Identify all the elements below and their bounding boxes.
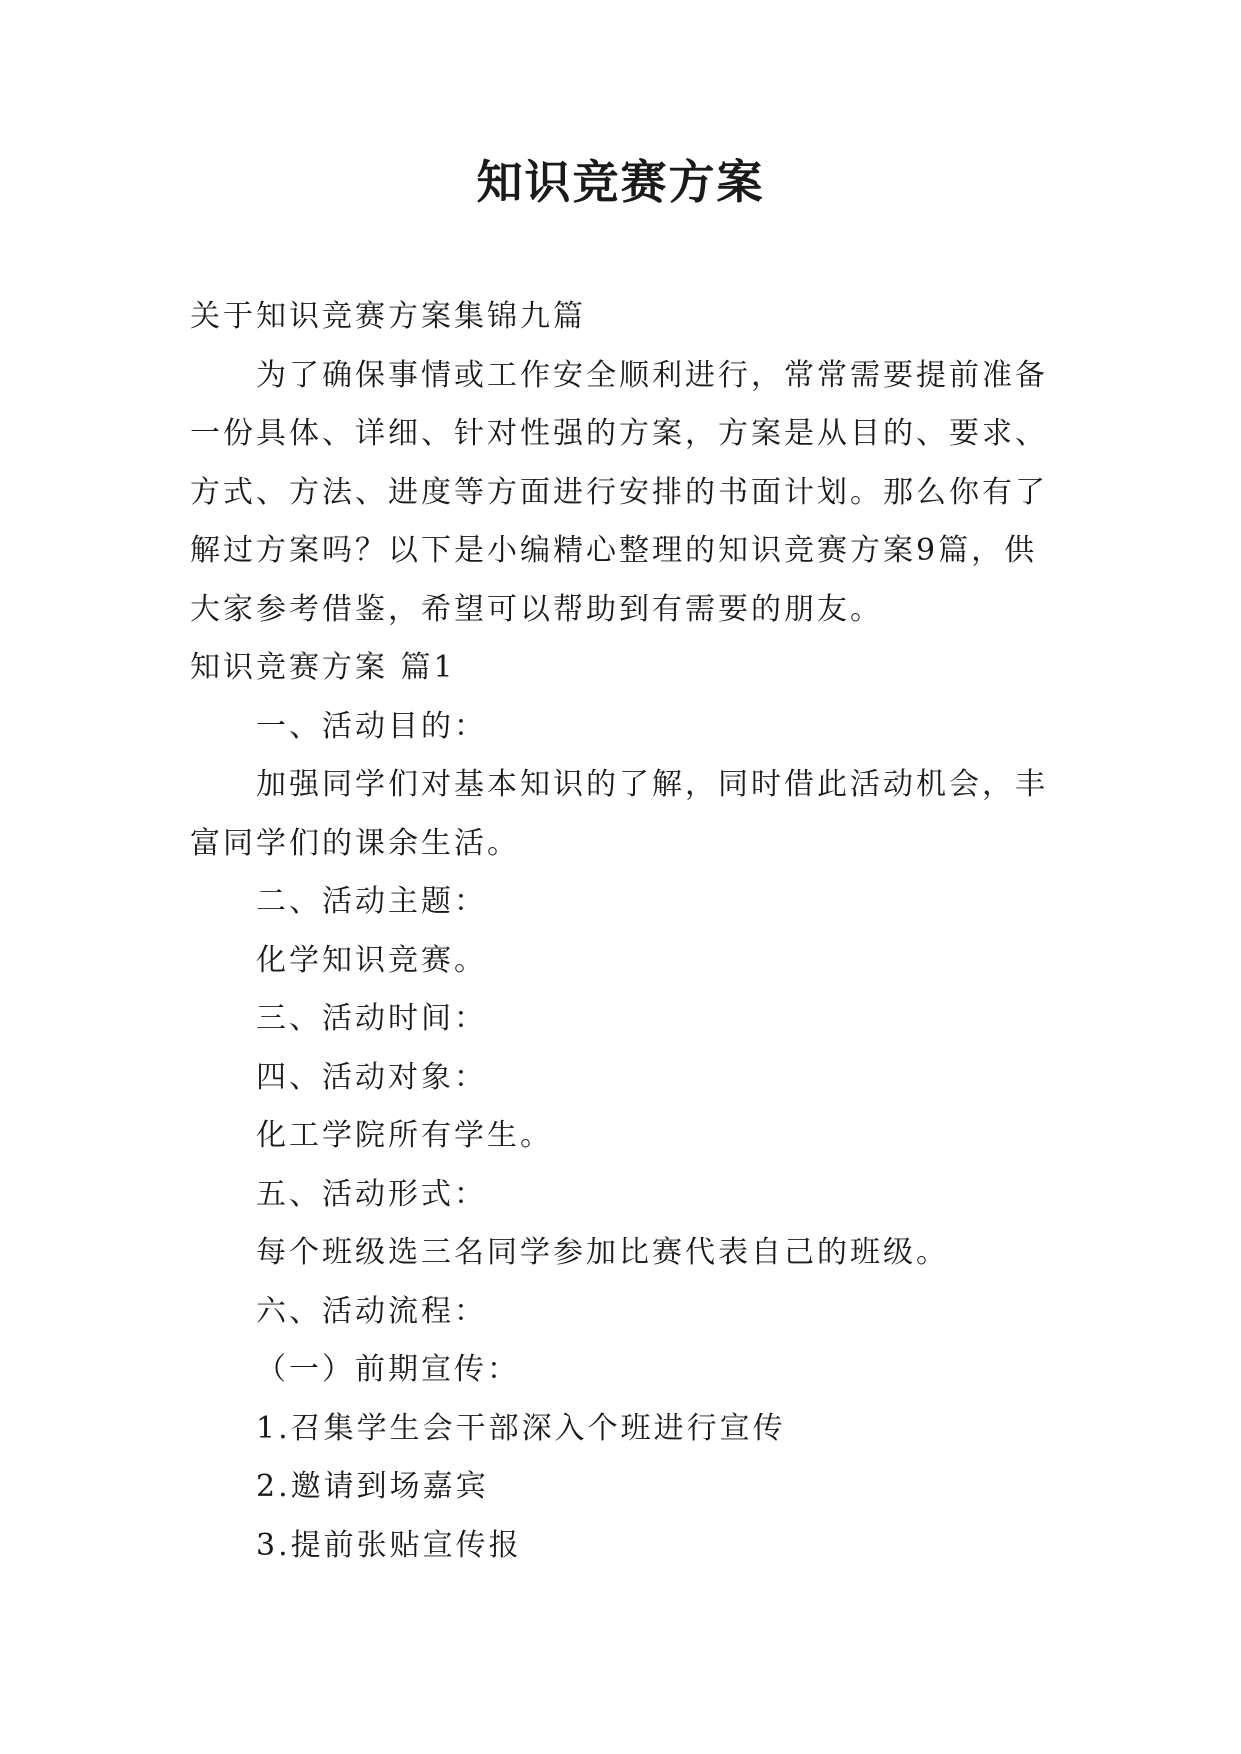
heading-activity-time: 三、活动时间： — [256, 1001, 487, 1036]
list-item: 1.召集学生会干部深入个班进行宣传 — [256, 1410, 786, 1446]
paragraph-activity-purpose: 加强同学们对基本知识的了解，同时借此活动机会，丰富同学们的课余生活。 — [190, 767, 1048, 861]
heading-activity-process: 六、活动流程： — [256, 1293, 487, 1329]
heading-activity-purpose: 一、活动目的： — [256, 708, 487, 744]
section-heading: 知识竞赛方案 篇1 — [190, 650, 456, 685]
paragraph-activity-target: 化工学院所有学生。 — [256, 1118, 553, 1153]
heading-activity-theme: 二、活动主题： — [256, 884, 487, 919]
heading-activity-form: 五、活动形式： — [256, 1176, 487, 1212]
document-body — [190, 288, 1070, 1575]
list-item: 2.邀请到场嘉宾 — [256, 1469, 489, 1504]
subtitle: 关于知识竞赛方案集锦九篇 — [190, 299, 586, 334]
list-item: 3.提前张贴宣传报 — [256, 1527, 522, 1563]
document-title: 知识竞赛方案 — [476, 155, 765, 209]
paragraph-activity-form: 每个班级选三名同学参加比赛代表自己的班级。 — [256, 1235, 949, 1270]
paragraph-activity-theme: 化学知识竞赛。 — [256, 942, 487, 978]
intro-paragraph: 为了确保事情或工作安全顺利进行，常常需要提前准备一份具体、详细、针对性强的方案，方案是从目的、要求、方式、方法、进度等方面进行安排的书面计划。那么你有了解过方案吗？以下是小编精心整理的知识竞赛方案9篇，供大家参考借鉴，希望可以帮助到有需要的朋友。 — [190, 357, 1048, 627]
heading-activity-target: 四、活动对象： — [256, 1059, 487, 1095]
heading-promotion: （一）前期宣传： — [256, 1352, 520, 1387]
